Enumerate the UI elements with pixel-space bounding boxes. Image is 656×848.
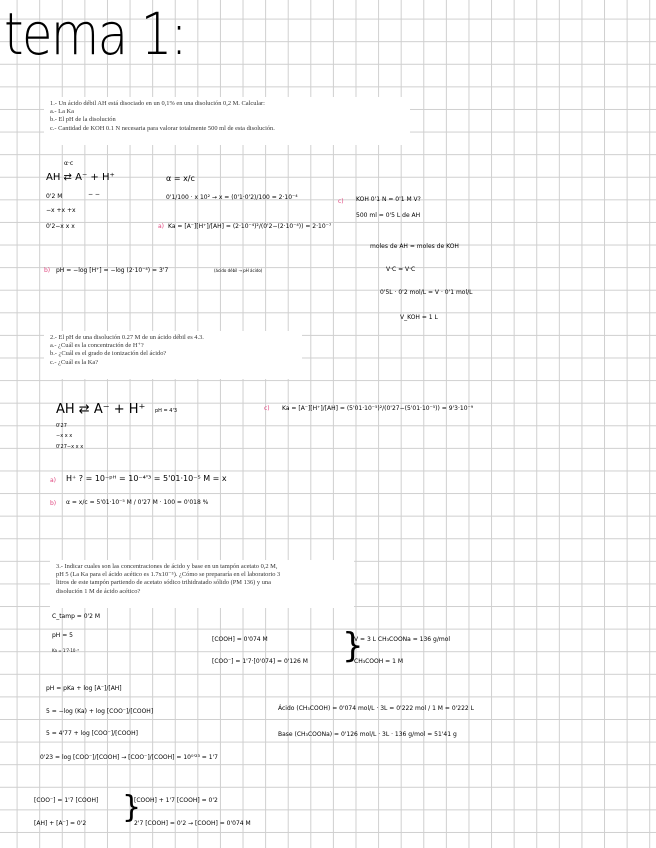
system-eq-1: [COO⁻] = 1'7 [COOH]	[34, 797, 99, 804]
problem-line: a.- ¿Cuál es la concentración de H⁺?	[50, 342, 144, 350]
c-line-1: KOH 0'1 N = 0'1 M V?	[356, 196, 421, 203]
ph-given: pH = 4'3	[155, 408, 178, 414]
alpha-calc: 0'1/100 · x 10² → x = (0'1·0'2)/100 = 2·10⁻⁴	[166, 194, 298, 201]
c-total: C_tamp = 0'2 M	[52, 613, 101, 620]
c-line-6: V_KOH = 1 L	[400, 314, 438, 321]
alpha-definition: α = x/c	[166, 174, 195, 183]
ka-calc: Ka = [A⁻][H⁺]/[AH] = (5'01·10⁻⁵)²/(0'27−(5'01·10⁻⁵)) = 9'3·10⁻⁹	[282, 405, 474, 412]
ka-calc: Ka = [A⁻][H⁺]/[AH] = (2·10⁻⁴)²/(0'2−(2·10⁻⁴)) = 2·10⁻⁷	[168, 223, 332, 230]
initial-row: 0'2 M	[46, 193, 63, 200]
part-c-label: c)	[264, 405, 270, 412]
brace: }	[122, 790, 142, 825]
alpha-mark: α·c	[64, 160, 74, 167]
page-title: tema 1:	[4, 0, 186, 68]
problem-line: litros de este tampón partiendo de acetato sódico trihidratado sólido (PM 136) y una	[56, 579, 271, 587]
equil-row: 0'27−x x x	[56, 444, 84, 450]
system-eq-4: 2'7 [COOH] = 0'2 → [COOH] = 0'074 M	[134, 820, 251, 827]
coo-h-result: [COOH] = 0'074 M	[212, 636, 268, 643]
part-b-label: b)	[50, 500, 57, 507]
h-calc: H⁺ ? = 10⁻ᵖᴴ = 10⁻⁴'³ = 5'01·10⁻⁵ M = x	[66, 474, 227, 483]
volume-info: V = 3 L CH₃COONa = 136 g/mol	[354, 636, 451, 643]
problem-line: b.- El pH de la disolución	[50, 116, 116, 124]
c-line-4: V·C = V·C	[386, 266, 416, 273]
acetic-acid-info: CH₃COOH = 1 M	[354, 658, 403, 665]
part-c-label: c)	[338, 198, 344, 205]
henderson-hasselbalch: pH = pKa + log [A⁻]/[AH]	[46, 685, 122, 692]
change-row: −x +x +x	[46, 207, 76, 214]
part-a-label: a)	[158, 223, 165, 230]
problem-1-statement	[44, 97, 410, 145]
equil-row: 0'2−x x x	[46, 223, 75, 230]
base-amount: Base (CH₃COONa) = 0'126 mol/L · 3L · 136 g/mol = 51'41 g	[278, 731, 457, 738]
part-a-label: a)	[50, 477, 57, 484]
problem-line: a.- La Ka	[50, 108, 74, 116]
ka-given: Ka = 1'7·10⁻⁵	[52, 648, 80, 653]
problem-line: c.- Cantidad de KOH 0.1 N necesaria para valorar totalmente 500 ml de esta disolución.	[50, 124, 275, 132]
initial-row: 0'27	[56, 423, 67, 429]
c-line-5: 0'5L · 0'2 mol/L = V · 0'1 mol/L	[380, 289, 473, 296]
problem-line: disolución 1 M de ácido acético?	[56, 587, 141, 595]
brace: }	[342, 626, 364, 666]
problem-line: c.- ¿Cuál es la Ka?	[50, 358, 99, 366]
ph-given: pH = 5	[52, 632, 73, 639]
part-b-label: b)	[44, 267, 51, 274]
coo-minus-result: [COO⁻] = 1'7·[0'074] = 0'126 M	[212, 658, 308, 665]
c-line-3: moles de AH = moles de KOH	[370, 243, 459, 250]
dash-row: − −	[88, 191, 100, 198]
system-eq-3: [COOH] + 1'7 [COOH] = 0'2	[134, 797, 218, 804]
ph-calc: pH = −log [H⁺] = −log (2·10⁻⁴) = 3'7	[56, 267, 169, 274]
change-row: −x x x	[56, 433, 73, 439]
problem-3-statement	[50, 560, 354, 608]
acid-amount: Ácido (CH₃COOH) = 0'074 mol/L · 3L = 0'222 mol / 1 M = 0'222 L	[278, 705, 474, 712]
c-line-2: 500 ml = 0'5 L de AH	[356, 212, 421, 219]
problem-line: pH 5 (La Ka para el ácido acético es 1.7x10⁻⁵). ¿Cómo se prepararía en el laboratorio 3	[56, 571, 281, 579]
ph-note: (ácido débil → pH ácido)	[214, 268, 263, 273]
equation: AH ⇄ A⁻ + H⁺	[46, 172, 115, 183]
equation: AH ⇄ A⁻ + H⁺	[56, 402, 146, 417]
step-1: 5 = −log (Ka) + log [COO⁻]/[COOH]	[46, 708, 154, 715]
system-eq-2: [AH] + [A⁻] = 0'2	[34, 820, 87, 827]
alpha-calc: α = x/c = 5'01·10⁻⁵ M / 0'27 M · 100 = 0'018 %	[66, 499, 209, 506]
problem-line: 1.- Un ácido débil AH está disociado en un 0,1% en una disolución 0,2 M. Calcular:	[50, 100, 265, 107]
problem-line: 2.- El pH de una disolución 0.27 M de un ácido débil es 4.3.	[50, 334, 204, 341]
step-3: 0'23 = log [COO⁻]/[COOH] → [COO⁻]/[COOH] = 10⁰'²³ = 1'7	[40, 754, 218, 761]
problem-line: 3.- Indicar cuales son las concentraciones de ácido y base en un tampón acetato 0,2 M,	[56, 563, 278, 570]
problem-2-statement	[44, 331, 302, 379]
step-2: 5 = 4'77 + log [COO⁻]/[COOH]	[46, 730, 138, 737]
problem-line: b.- ¿Cuál es el grado de ionización del ácido?	[50, 350, 167, 358]
